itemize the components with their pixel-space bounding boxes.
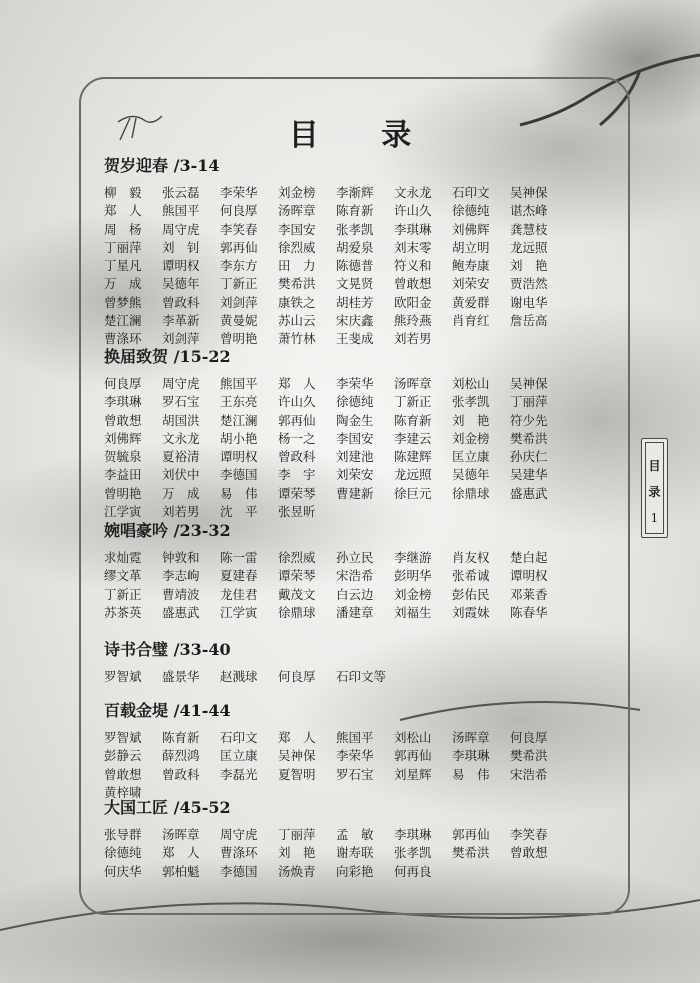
author-name: 江学寅 xyxy=(220,604,258,620)
author-name: 文晃贤 xyxy=(336,276,374,292)
author-name: 刘荣安 xyxy=(452,276,490,292)
author-name: 潘建章 xyxy=(336,604,374,620)
author-name: 孙庆仁 xyxy=(510,449,548,465)
author-name: 吴建华 xyxy=(510,467,548,483)
author-name: 李志岣 xyxy=(162,568,200,584)
author-name: 熊国平 xyxy=(162,203,200,219)
author-name: 龙远照 xyxy=(510,239,548,255)
author-name: 李益田 xyxy=(104,467,142,483)
author-name: 李德国 xyxy=(220,863,258,879)
author-list xyxy=(104,549,624,622)
author-name: 吴神保 xyxy=(510,376,548,391)
section-title-text: 婉唱豪吟 xyxy=(104,521,169,540)
author-list xyxy=(104,375,624,521)
author-name: 樊希洪 xyxy=(278,276,316,292)
section-page-range: /41-44 xyxy=(173,701,231,720)
author-name: 丁丽萍 xyxy=(104,239,142,255)
author-name: 符义和 xyxy=(394,258,432,274)
author-name: 曾敢想 xyxy=(104,766,142,782)
author-name: 谢寿联 xyxy=(336,845,374,861)
author-name: 王斐成 xyxy=(336,331,374,347)
author-name: 胡爱泉 xyxy=(336,239,374,255)
author-name: 樊希洪 xyxy=(510,748,548,764)
section-title[interactable] xyxy=(104,638,624,662)
author-name: 张云磊 xyxy=(162,185,200,200)
author-name: 匡立康 xyxy=(220,748,258,764)
author-name: 李国安 xyxy=(278,221,316,237)
author-name: 黄梓啸 xyxy=(104,784,142,800)
author-name: 李琪琳 xyxy=(452,748,490,764)
author-name: 楚江澜 xyxy=(104,313,142,329)
author-name: 鲍寿康 xyxy=(452,258,490,274)
toc-section xyxy=(104,699,624,802)
author-name: 刘 艳 xyxy=(278,845,316,861)
author-name: 刘松山 xyxy=(394,730,432,745)
author-list xyxy=(104,184,624,349)
author-name: 龚慧枝 xyxy=(510,221,548,237)
author-name: 李德国 xyxy=(220,467,258,483)
author-name: 谭明权 xyxy=(510,568,548,584)
author-name: 郑 人 xyxy=(278,376,316,391)
author-name: 谭荣琴 xyxy=(278,568,316,584)
author-name: 郭再仙 xyxy=(278,412,316,428)
section-side-tab xyxy=(641,438,668,538)
author-name: 胡国洪 xyxy=(162,412,200,428)
author-name: 易 伟 xyxy=(220,485,258,501)
author-name: 曾政科 xyxy=(278,449,316,465)
toc-section xyxy=(104,154,624,349)
author-name: 符少先 xyxy=(510,412,548,428)
author-name: 陈育新 xyxy=(162,730,200,745)
author-list xyxy=(104,729,624,802)
author-name: 曾梦熊 xyxy=(104,294,142,310)
author-name: 谭明权 xyxy=(162,258,200,274)
side-tab-label-1: 目 xyxy=(648,459,661,473)
author-name: 李荣华 xyxy=(336,748,374,764)
author-name: 夏裕清 xyxy=(162,449,200,465)
author-name: 李建云 xyxy=(394,430,432,446)
author-name: 刘荣安 xyxy=(336,467,374,483)
author-name: 刘若男 xyxy=(162,504,200,520)
author-name: 楚江澜 xyxy=(220,412,258,428)
author-name: 白云边 xyxy=(336,586,374,602)
author-name: 盛惠武 xyxy=(162,604,200,620)
author-name: 李国安 xyxy=(336,430,374,446)
section-title-text: 换届致贺 xyxy=(104,347,169,366)
author-name: 曾明艳 xyxy=(220,331,258,347)
author-name: 万 成 xyxy=(104,276,142,292)
section-title[interactable] xyxy=(104,519,624,543)
author-name: 樊希洪 xyxy=(452,845,490,861)
author-name: 罗石宝 xyxy=(336,766,374,782)
author-name: 吴神保 xyxy=(278,748,316,764)
author-name: 郑 人 xyxy=(104,203,142,219)
author-name: 何再良 xyxy=(394,863,432,879)
author-list xyxy=(104,668,624,686)
author-name: 彭明华 xyxy=(394,568,432,584)
author-name: 沈 平 xyxy=(220,504,258,520)
author-name: 李荣华 xyxy=(220,185,258,200)
author-name: 周守虎 xyxy=(220,827,258,842)
author-name: 李磊光 xyxy=(220,766,258,782)
author-name: 汤晖章 xyxy=(162,827,200,842)
author-name: 文永龙 xyxy=(162,430,200,446)
author-name: 李荣华 xyxy=(336,376,374,391)
author-name: 夏智明 xyxy=(278,766,316,782)
author-name: 郭再仙 xyxy=(452,827,490,842)
author-name: 曾敢想 xyxy=(510,845,548,861)
author-name: 刘建池 xyxy=(336,449,374,465)
section-title-text: 贺岁迎春 xyxy=(104,156,169,175)
author-name: 曾政科 xyxy=(162,294,200,310)
author-name: 江学寅 xyxy=(104,504,142,520)
author-name: 陈育新 xyxy=(394,412,432,428)
author-name: 周守虎 xyxy=(162,221,200,237)
author-name: 石印文 xyxy=(220,730,258,745)
author-name: 丁新正 xyxy=(220,276,258,292)
author-name: 邓莱香 xyxy=(510,586,548,602)
author-name: 张导群 xyxy=(104,827,142,842)
section-page-range: /33-40 xyxy=(173,640,231,659)
toc-section xyxy=(104,796,624,881)
author-name: 刘松山 xyxy=(452,376,490,391)
author-name: 徐巨元 xyxy=(394,485,432,501)
author-name: 向彩艳 xyxy=(336,863,374,879)
author-name: 文永龙 xyxy=(394,185,432,200)
author-name: 龙远照 xyxy=(394,467,432,483)
author-name: 曹建新 xyxy=(336,485,374,501)
side-tab-page-number: 1 xyxy=(650,511,659,525)
author-name: 汤晖章 xyxy=(278,203,316,219)
author-name: 薛烈鸿 xyxy=(162,748,200,764)
section-title[interactable] xyxy=(104,699,624,723)
author-name: 张孝凯 xyxy=(336,221,374,237)
author-name: 何庆华 xyxy=(104,863,142,879)
author-name: 李琪琳 xyxy=(104,394,142,410)
author-name: 罗智斌 xyxy=(104,669,142,684)
author-name: 徐德纯 xyxy=(452,203,490,219)
author-name: 康铁之 xyxy=(278,294,316,310)
author-name: 徐烈威 xyxy=(278,239,316,255)
toc-section xyxy=(104,519,624,622)
author-name: 刘星辉 xyxy=(394,766,432,782)
author-name: 曾明艳 xyxy=(104,485,142,501)
author-name: 谌杰峰 xyxy=(510,203,548,219)
author-name: 汤晖章 xyxy=(452,730,490,745)
author-name: 何良厚 xyxy=(220,203,258,219)
toc-section xyxy=(104,345,624,521)
author-name: 钟敦和 xyxy=(162,550,200,565)
author-name: 肖友权 xyxy=(452,550,490,565)
author-name: 夏建春 xyxy=(220,568,258,584)
author-name: 陈育新 xyxy=(336,203,374,219)
author-name: 丁星凡 xyxy=(104,258,142,274)
author-name: 刘剑萍 xyxy=(162,331,200,347)
section-page-range: /23-32 xyxy=(173,521,231,540)
author-name: 胡立明 xyxy=(452,239,490,255)
author-name: 刘末零 xyxy=(394,239,432,255)
author-name: 詹岳高 xyxy=(510,313,548,329)
author-name: 刘金榜 xyxy=(394,586,432,602)
section-title[interactable] xyxy=(104,796,624,820)
page-title: 目 录 xyxy=(288,118,438,153)
author-name: 楚白起 xyxy=(510,550,548,565)
author-name: 谢电华 xyxy=(510,294,548,310)
author-name: 张昱昕 xyxy=(278,504,316,520)
author-name: 张孝凯 xyxy=(452,394,490,410)
author-name: 匡立康 xyxy=(452,449,490,465)
author-name: 陈建辉 xyxy=(394,449,432,465)
author-name: 刘剑萍 xyxy=(220,294,258,310)
author-name: 郑 人 xyxy=(162,845,200,861)
author-name: 丁丽萍 xyxy=(510,394,548,410)
author-name: 刘 钊 xyxy=(162,239,200,255)
author-name: 徐德纯 xyxy=(104,845,142,861)
author-name: 刘伏中 xyxy=(162,467,200,483)
author-list xyxy=(104,826,624,881)
author-name: 郭再仙 xyxy=(394,748,432,764)
author-name: 刘金榜 xyxy=(452,430,490,446)
author-name: 缪文革 xyxy=(104,568,142,584)
author-name: 郭柏魁 xyxy=(162,863,200,879)
author-name: 樊希洪 xyxy=(510,430,548,446)
author-name: 苏山云 xyxy=(278,313,316,329)
author-name: 易 伟 xyxy=(452,766,490,782)
author-name: 刘若男 xyxy=(394,331,432,347)
author-name: 何良厚 xyxy=(278,669,316,684)
author-name: 曾政科 xyxy=(162,766,200,782)
section-page-range: /15-22 xyxy=(173,347,231,366)
author-name: 许山久 xyxy=(278,394,316,410)
author-name: 宋庆鑫 xyxy=(336,313,374,329)
author-name: 罗智斌 xyxy=(104,730,142,745)
section-page-range: /3-14 xyxy=(173,156,220,175)
author-name: 彭佑民 xyxy=(452,586,490,602)
author-name: 许山久 xyxy=(394,203,432,219)
author-name: 赵溅球 xyxy=(220,669,258,684)
author-name: 胡小艳 xyxy=(220,430,258,446)
author-name: 王东亮 xyxy=(220,394,258,410)
author-name: 周 杨 xyxy=(104,221,142,237)
author-name: 徐烈威 xyxy=(278,550,316,565)
section-title[interactable] xyxy=(104,154,624,178)
author-name: 龙佳君 xyxy=(220,586,258,602)
author-name: 陶金生 xyxy=(336,412,374,428)
author-name: 李东方 xyxy=(220,258,258,274)
section-title-text: 诗书合璧 xyxy=(104,640,169,659)
author-name: 李 宇 xyxy=(278,467,316,483)
author-name: 彭静云 xyxy=(104,748,142,764)
author-name: 田 力 xyxy=(278,258,316,274)
author-name: 丁新正 xyxy=(104,586,142,602)
author-name: 欧阳金 xyxy=(394,294,432,310)
section-title-text: 百载金堤 xyxy=(104,701,169,720)
author-name: 吴神保 xyxy=(510,185,548,200)
author-name: 徐鼎球 xyxy=(452,485,490,501)
author-name: 石印文等 xyxy=(336,669,387,684)
author-name: 汤晖章 xyxy=(394,376,432,391)
author-name: 罗石宝 xyxy=(162,394,200,410)
author-name: 刘 艳 xyxy=(510,258,548,274)
author-name: 杨一之 xyxy=(278,430,316,446)
author-name: 石印文 xyxy=(452,185,490,200)
author-name: 郭再仙 xyxy=(220,239,258,255)
author-name: 求灿霓 xyxy=(104,550,142,565)
author-name: 苏茶英 xyxy=(104,604,142,620)
author-name: 刘佛辉 xyxy=(452,221,490,237)
author-name: 刘福生 xyxy=(394,604,432,620)
author-name: 胡桂芳 xyxy=(336,294,374,310)
author-name: 盛惠武 xyxy=(510,485,548,501)
author-name: 贺毓泉 xyxy=(104,449,142,465)
author-name: 宋浩希 xyxy=(510,766,548,782)
author-name: 贾浩然 xyxy=(510,276,548,292)
author-name: 谭明权 xyxy=(220,449,258,465)
author-name: 张希诚 xyxy=(452,568,490,584)
author-name: 盛景华 xyxy=(162,669,200,684)
author-name: 熊国平 xyxy=(220,376,258,391)
author-name: 陈春华 xyxy=(510,604,548,620)
author-name: 吴德年 xyxy=(162,276,200,292)
section-title[interactable] xyxy=(104,345,624,369)
author-name: 宋浩希 xyxy=(336,568,374,584)
author-name: 黄曼妮 xyxy=(220,313,258,329)
author-name: 李琪琳 xyxy=(394,827,432,842)
author-name: 曹靖波 xyxy=(162,586,200,602)
author-name: 戴茂文 xyxy=(278,586,316,602)
author-name: 李笑春 xyxy=(220,221,258,237)
author-name: 孙立民 xyxy=(336,550,374,565)
author-name: 郑 人 xyxy=(278,730,316,745)
author-name: 丁新正 xyxy=(394,394,432,410)
author-name: 谭荣琴 xyxy=(278,485,316,501)
author-name: 何良厚 xyxy=(104,376,142,391)
author-name: 黄爱群 xyxy=(452,294,490,310)
section-page-range: /45-52 xyxy=(173,798,231,817)
author-name: 刘佛辉 xyxy=(104,430,142,446)
author-name: 李笑春 xyxy=(510,827,548,842)
author-name: 丁丽萍 xyxy=(278,827,316,842)
author-name: 刘 艳 xyxy=(452,412,490,428)
author-name: 刘霞妹 xyxy=(452,604,490,620)
author-name: 李继游 xyxy=(394,550,432,565)
author-name: 何良厚 xyxy=(510,730,548,745)
side-tab-label-2: 录 xyxy=(648,485,661,499)
author-name: 李渐辉 xyxy=(336,185,374,200)
author-name: 曾敢想 xyxy=(104,412,142,428)
author-name: 李琪琳 xyxy=(394,221,432,237)
author-name: 吴德年 xyxy=(452,467,490,483)
author-name: 徐德纯 xyxy=(336,394,374,410)
author-name: 李革新 xyxy=(162,313,200,329)
author-name: 万 成 xyxy=(162,485,200,501)
author-name: 徐鼎球 xyxy=(278,604,316,620)
author-name: 肖育红 xyxy=(452,313,490,329)
author-name: 熊国平 xyxy=(336,730,374,745)
toc-section xyxy=(104,638,624,686)
author-name: 刘金榜 xyxy=(278,185,316,200)
author-name: 陈一雷 xyxy=(220,550,258,565)
author-name: 熊玲燕 xyxy=(394,313,432,329)
author-name: 萧竹林 xyxy=(278,331,316,347)
author-name: 孟 敏 xyxy=(336,827,374,842)
author-name: 张孝凯 xyxy=(394,845,432,861)
author-name: 曾敢想 xyxy=(394,276,432,292)
section-title-text: 大国工匠 xyxy=(104,798,169,817)
author-name: 曹涤环 xyxy=(220,845,258,861)
author-name: 柳 毅 xyxy=(104,185,142,200)
author-name: 曹涤环 xyxy=(104,331,142,347)
author-name: 汤焕青 xyxy=(278,863,316,879)
author-name: 陈德普 xyxy=(336,258,374,274)
author-name: 周守虎 xyxy=(162,376,200,391)
